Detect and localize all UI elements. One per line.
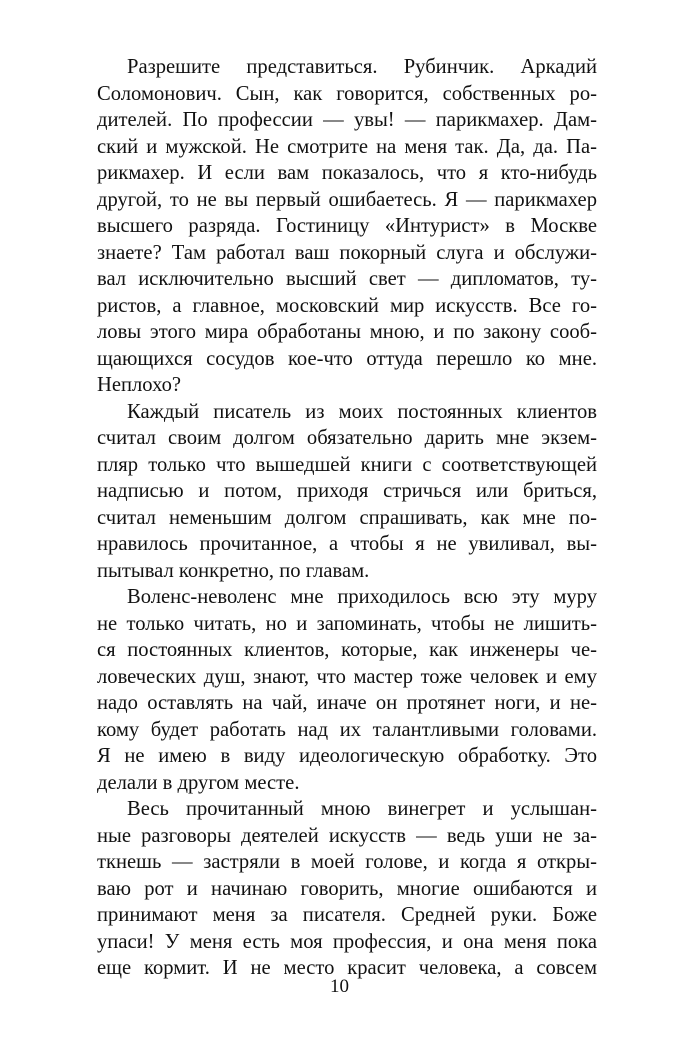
text-line: Каждый писатель из моих постоянных клиентов <box>127 400 597 423</box>
text-line: ные разговоры деятелей искусств — ведь уши не за- <box>97 824 597 847</box>
text-line: ский и мужской. Не смотрите на меня так. Да, да. Па- <box>97 135 597 158</box>
text-line: Весь прочитанный мною винегрет и услышан- <box>127 798 597 820</box>
text-line: вал исключительно высший свет — дипломатов, ту- <box>97 268 597 290</box>
text-line: не только читать, но и запоминать, чтобы не лишить- <box>97 612 597 635</box>
text-line: знаете? Там работал ваш покорный слуга и обслужи- <box>97 241 597 264</box>
text-line: ся постоянных клиентов, которые, как инженеры че- <box>97 639 597 661</box>
text-line: ловеческих душ, знают, что мастер тоже человек и ему <box>97 665 597 688</box>
text-line: упаси! У меня есть моя профессия, и она меня пока <box>97 930 597 953</box>
text-line: рикмахер. И если вам показалось, что я кто-нибудь <box>97 162 597 184</box>
text-line: Соломонович. Сын, как говорится, собственных ро- <box>97 82 597 105</box>
text-line: надо оставлять на чай, иначе он протянет ноги, и не- <box>97 692 597 714</box>
text-line: считал своим долгом обязательно дарить мне экзем- <box>97 427 597 449</box>
body-text <box>97 54 597 982</box>
text-line: щающихся сосудов кое-что оттуда перешло ко мне. <box>97 347 597 370</box>
text-line: принимают меня за писателя. Средней руки. Боже <box>97 904 597 926</box>
text-line: делали в другом месте. <box>97 771 300 794</box>
text-line: ловы этого мира обработаны мною, и по закону сооб- <box>97 321 597 343</box>
text-line: надписью и потом, приходя стричься или бриться, <box>97 480 597 502</box>
text-line: дителей. По профессии — увы! — парикмахер. Дам- <box>97 109 597 131</box>
text-line: Воленс-неволенс мне приходилось всю эту муру <box>127 586 597 608</box>
text-line: ваю рот и начинаю говорить, многие ошибаются и <box>97 877 597 900</box>
text-line: другой, то не вы первый ошибаетесь. Я — парикмахер <box>97 188 597 211</box>
text-line: пляр только что вышедшей книги с соответствующей <box>97 453 597 476</box>
text-line: пытывал конкретно, по главам. <box>97 559 370 582</box>
page-number: 10 <box>330 976 349 997</box>
text-line: нравилось прочитанное, а чтобы я не увиливал, вы- <box>97 533 597 555</box>
text-line: считал неменьшим долгом спрашивать, как мне по- <box>97 506 597 529</box>
text-line: кому будет работать над их талантливыми головами. <box>97 718 597 741</box>
text-line: Разрешите представиться. Рубинчик. Аркадий <box>127 56 597 78</box>
text-line: еще кормит. И не место красит человека, а совсем <box>97 957 597 979</box>
text-line: ристов, а главное, московский мир искусств. Все го- <box>97 294 597 317</box>
text-line: ткнешь — застряли в моей голове, и когда я откры- <box>97 851 597 873</box>
text-line: Неплохо? <box>97 374 182 396</box>
text-line: Я не имею в виду идеологическую обработку. Это <box>97 745 597 767</box>
text-line: высшего разряда. Гостиницу «Интурист» в Москве <box>97 215 597 237</box>
